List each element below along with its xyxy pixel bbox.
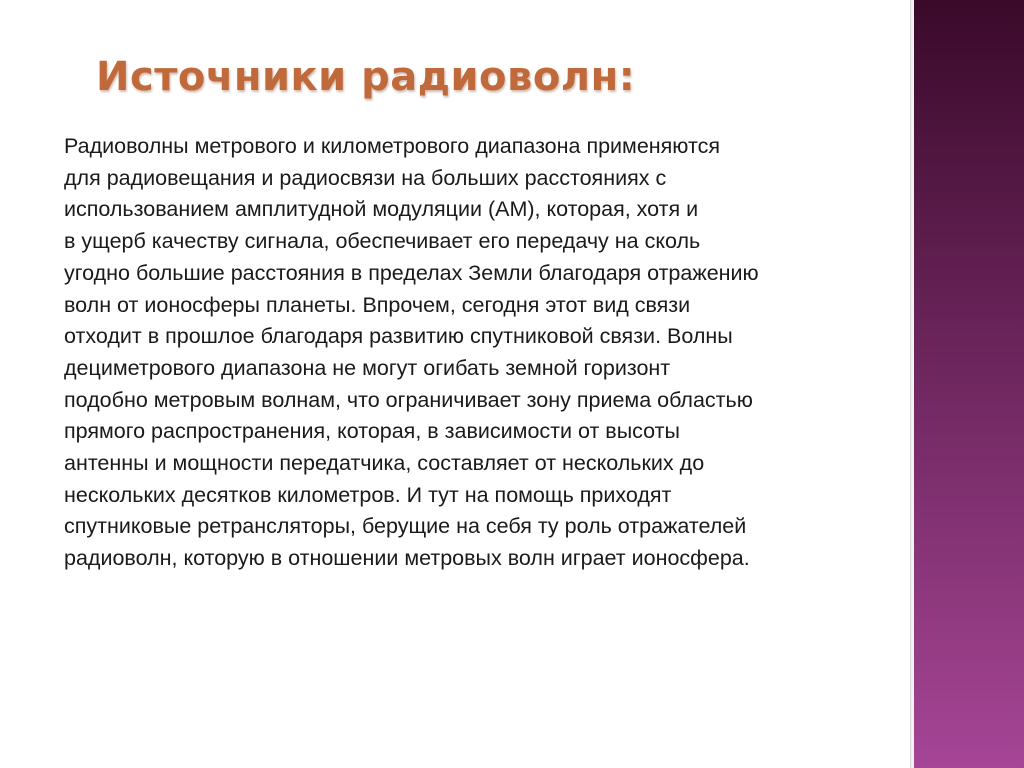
paragraph-line: подобно метровым волнам, что ограничивает зону приема областью [64, 387, 753, 412]
paragraph-line: спутниковые ретрансляторы, берущие на себя ту роль отражателей [64, 514, 747, 539]
paragraph-line: для радиовещания и радиосвязи на больших расстояниях с [64, 165, 667, 190]
decorative-side-band [914, 0, 1024, 768]
paragraph-line: нескольких десятков километров. И тут на помощь приходят [64, 482, 672, 507]
paragraph-line: антенны и мощности передатчика, составляет от нескольких до [64, 451, 705, 476]
paragraph-line: в ущерб качеству сигнала, обеспечивает его передачу на сколь [64, 229, 701, 254]
paragraph-line: дециметрового диапазона не могут огибать земной горизонт [64, 355, 671, 380]
paragraph-line: использованием амплитудной модуляции (AM), которая, хотя и [64, 197, 699, 222]
paragraph-line: прямого распространения, которая, в зависимости от высоты [64, 419, 680, 444]
paragraph-line: волн от ионосферы планеты. Впрочем, сегодня этот вид связи [64, 292, 691, 317]
paragraph-line: угодно большие расстояния в пределах Земли благодаря отражению [64, 260, 759, 285]
paragraph-line: Радиоволны метрового и километрового диапазона применяются [64, 134, 720, 158]
paragraph-line: отходит в прошлое благодаря развитию спутниковой связи. Волны [64, 324, 733, 349]
slide-title: Источники радиоволн: [96, 54, 636, 100]
slide-body-paragraph [64, 131, 900, 575]
paragraph-line: радиоволн, которую в отношении метровых волн играет ионосфера. [64, 546, 750, 571]
